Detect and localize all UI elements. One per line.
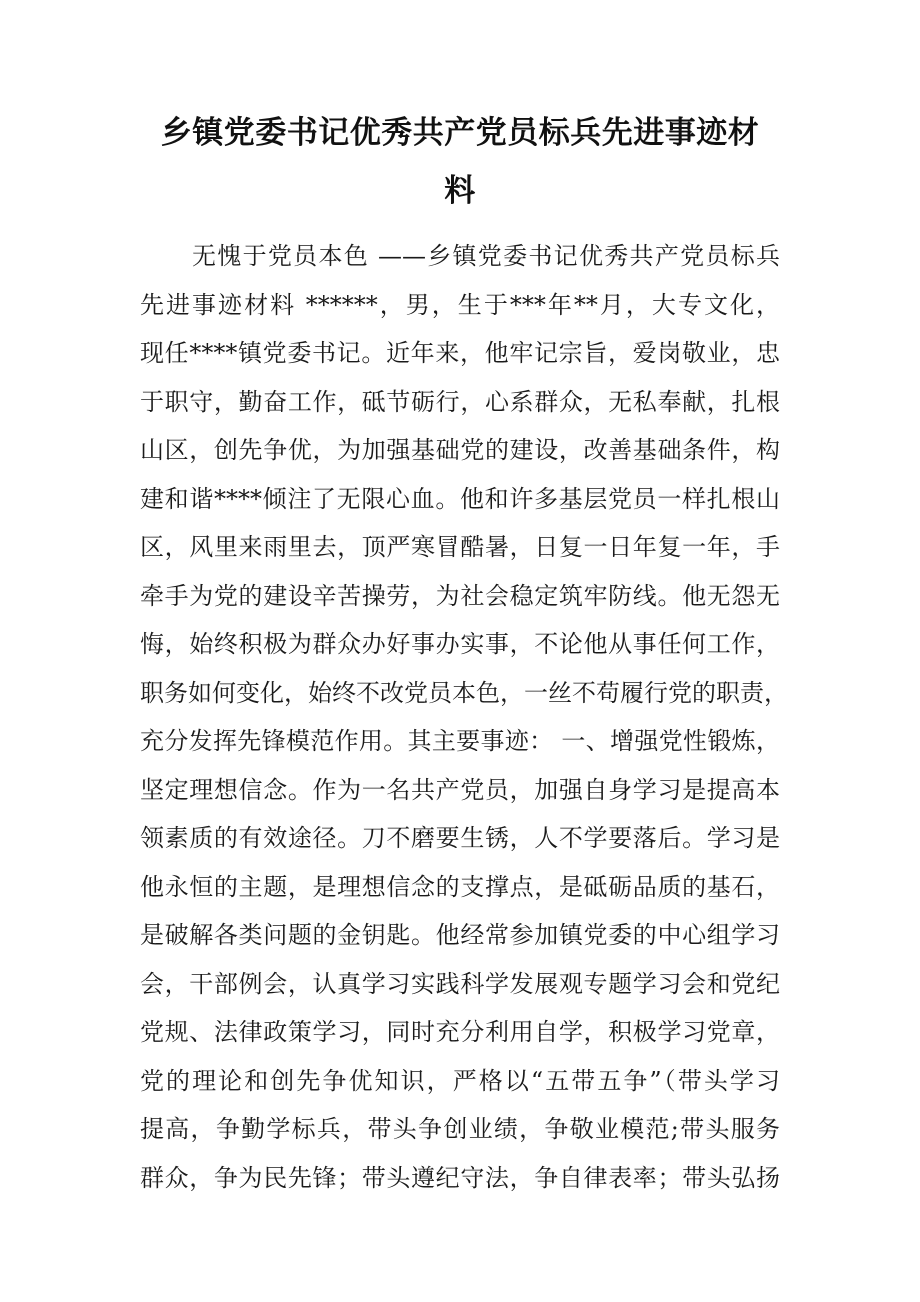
document-body xyxy=(140,232,788,1202)
body-line: 领素质的有效途径。刀不磨要生锈，人不学要落后。学习是 xyxy=(140,824,780,852)
body-line: 坚定理想信念。作为一名共产党员，加强自身学习是提高本 xyxy=(140,775,780,804)
body-line: 区，风里来雨里去，顶严寒冒酷暑，日复一日年复一年，手 xyxy=(140,533,780,561)
body-line: 群众，争为民先锋；带头遵纪守法，争自律表率；带头弘扬 xyxy=(140,1163,780,1192)
body-line: 党的理论和创先争优知识，严格以“五带五争”（带头学习 xyxy=(140,1066,780,1095)
body-line: 党规、法律政策学习，同时充分利用自学，积极学习党章， xyxy=(140,1018,780,1046)
body-line: 他永恒的主题，是理想信念的支撑点，是砥砺品质的基石， xyxy=(140,872,780,901)
document-title-line-2: 料 xyxy=(444,173,476,209)
body-line: 会，干部例会，认真学习实践科学发展观专题学习会和党纪 xyxy=(140,969,780,998)
body-line: 是破解各类问题的金钥匙。他经常参加镇党委的中心组学习 xyxy=(140,921,780,949)
body-line: 现任****镇党委书记。近年来，他牢记宗旨，爱岗敬业，忠 xyxy=(140,339,780,367)
body-line: 无愧于党员本色 ——乡镇党委书记优秀共产党员标兵 xyxy=(192,242,780,270)
body-line: 于职守，勤奋工作，砥节砺行，心系群众，无私奉献，扎根 xyxy=(140,387,780,416)
document-title-line-1: 乡镇党委书记优秀共产党员标兵先进事迹材 xyxy=(160,115,760,151)
body-line: 提高，争勤学标兵，带头争创业绩，争敬业模范;带头服务 xyxy=(140,1115,780,1143)
body-line: 先进事迹材料 ******，男，生于***年**月，大专文化， xyxy=(140,290,780,319)
body-line: 充分发挥先锋模范作用。其主要事迹： 一、增强党性锻炼， xyxy=(140,727,780,755)
body-line: 建和谐****倾注了无限心血。他和许多基层党员一样扎根山 xyxy=(140,484,780,513)
body-line: 牵手为党的建设辛苦操劳，为社会稳定筑牢防线。他无怨无 xyxy=(140,581,780,610)
body-line: 职务如何变化，始终不改党员本色，一丝不苟履行党的职责， xyxy=(140,678,788,707)
body-line: 山区，创先争优，为加强基础党的建设，改善基础条件，构 xyxy=(140,436,780,464)
body-line: 悔，始终积极为群众办好事办实事，不论他从事任何工作， xyxy=(140,630,780,658)
document-title xyxy=(140,104,780,220)
